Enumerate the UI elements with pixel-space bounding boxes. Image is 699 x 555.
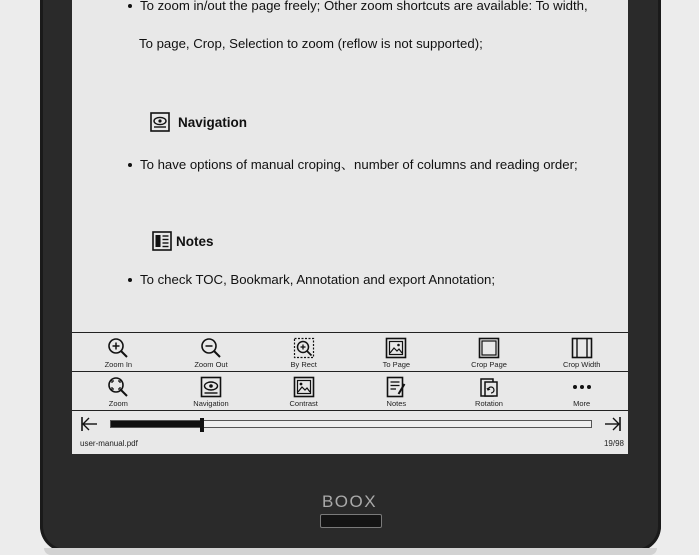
crop-width-label: Crop Width <box>562 360 601 369</box>
file-name: user-manual.pdf <box>80 439 138 448</box>
last-page-icon[interactable] <box>604 416 622 432</box>
notes-heading <box>152 231 214 251</box>
first-page-icon[interactable] <box>80 416 98 432</box>
navigation-section-icon <box>150 112 170 132</box>
notes-label: Notes <box>386 399 407 408</box>
crop-width-icon <box>571 337 593 359</box>
progress-fill <box>111 421 202 427</box>
notes-bullet <box>128 272 495 287</box>
navigation-button[interactable] <box>165 372 258 410</box>
zoom-in-icon <box>107 337 129 359</box>
by-rect-button[interactable] <box>257 333 350 371</box>
rotation-icon <box>478 376 500 398</box>
zoom-icon <box>107 376 129 398</box>
to-page-label: To Page <box>382 360 411 369</box>
navigation-label: Navigation <box>193 399 229 408</box>
page-progress-slider[interactable] <box>110 420 592 428</box>
home-button[interactable] <box>320 514 382 528</box>
more-button[interactable] <box>535 372 628 410</box>
main-toolbar <box>72 371 628 410</box>
crop-page-label: Crop Page <box>471 360 507 369</box>
notes-text: To check TOC, Bookmark, Annotation and export Annotation; <box>140 272 496 287</box>
notes-button[interactable] <box>350 372 443 410</box>
device-shadow <box>44 548 657 555</box>
page-indicator: 19/98 <box>603 439 624 448</box>
bullet-dot <box>128 4 132 8</box>
zoom-button[interactable] <box>72 372 165 410</box>
zoom-in-label: Zoom In <box>104 360 133 369</box>
zoom-bullet <box>128 0 588 13</box>
notes-heading-text: Notes <box>176 233 214 249</box>
navigation-icon <box>200 376 222 398</box>
contrast-button[interactable] <box>257 372 350 410</box>
crop-width-button[interactable] <box>535 333 628 371</box>
more-icon <box>571 376 593 398</box>
navigation-bullet <box>128 154 578 173</box>
status-footer <box>72 436 628 454</box>
to-page-icon <box>385 337 407 359</box>
notes-icon <box>385 376 407 398</box>
zoom-label: Zoom <box>108 399 128 408</box>
navigation-text: To have options of manual croping、number of columns and reading order; <box>140 157 578 172</box>
notes-section-icon <box>152 231 172 251</box>
to-page-button[interactable] <box>350 333 443 371</box>
zoom-out-icon <box>200 337 222 359</box>
page-content <box>72 0 628 332</box>
rotation-button[interactable] <box>443 372 536 410</box>
progress-knob[interactable] <box>200 418 204 432</box>
zoom-in-button[interactable] <box>72 333 165 371</box>
contrast-icon <box>293 376 315 398</box>
zoom-line-2: To page, Crop, Selection to zoom (reflow is not supported); <box>139 36 483 51</box>
reader-screen <box>72 0 628 454</box>
progress-bar-row <box>72 410 628 437</box>
rotation-label: Rotation <box>475 399 503 408</box>
navigation-heading <box>150 112 247 132</box>
zoom-toolbar <box>72 332 628 371</box>
bullet-dot <box>128 278 132 282</box>
by-rect-icon <box>293 337 315 359</box>
contrast-label: Contrast <box>289 399 318 408</box>
bullet-dot <box>128 163 132 167</box>
zoom-line-1: To zoom in/out the page freely; Other zoom shortcuts are available: To width, <box>140 0 588 13</box>
crop-page-icon <box>478 337 500 359</box>
zoom-out-label: Zoom Out <box>194 360 228 369</box>
zoom-out-button[interactable] <box>165 333 258 371</box>
brand-logo: BOOX <box>321 492 378 511</box>
more-label: More <box>573 399 591 408</box>
by-rect-label: By Rect <box>290 360 317 369</box>
navigation-heading-text: Navigation <box>178 114 248 130</box>
crop-page-button[interactable] <box>443 333 536 371</box>
